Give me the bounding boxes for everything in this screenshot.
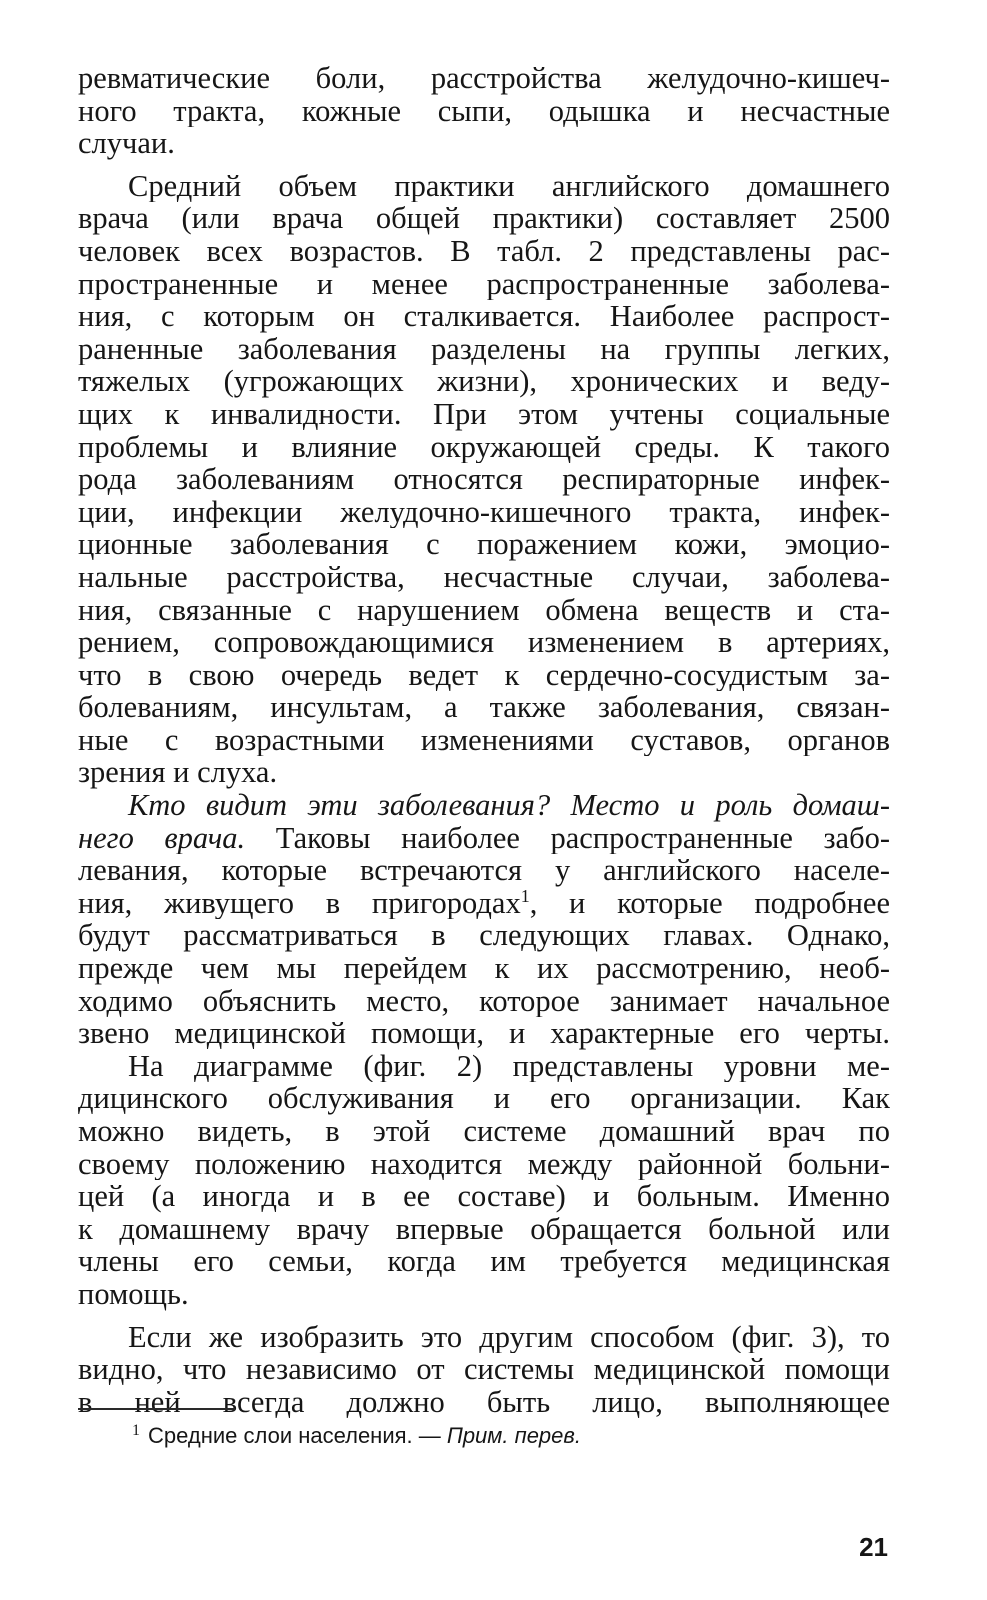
text-run: , и которые подробнее xyxy=(529,886,890,920)
text-line: На диаграмме (фиг. 2) представлены уровни ме- xyxy=(128,1049,890,1083)
text-line: члены его семьи, когда им требуется медицинская xyxy=(78,1245,890,1278)
footnote xyxy=(132,1422,581,1450)
text-line: пространенные и менее распространенные заболева- xyxy=(78,267,890,301)
section-heading-continuation: него врача. xyxy=(78,821,246,855)
text-line: ции, инфекции желудочно-кишечного тракта, инфек- xyxy=(78,495,890,529)
paragraph xyxy=(78,1321,890,1419)
paragraph xyxy=(78,789,890,1050)
text-line: можно видеть, в этой системе домашний врач по xyxy=(78,1115,890,1148)
text-run: ния, живущего в пригородах xyxy=(78,886,521,920)
text-line: Средний объем практики английского домашнего xyxy=(128,169,890,203)
text-line: звено медицинской помощи, и характерные его черты. xyxy=(78,1017,890,1050)
text-line: Если же изобразить это другим способом (фиг. 3), то xyxy=(128,1320,890,1354)
text-line: ния, связанные с нарушением обмена веществ и ста- xyxy=(78,593,890,627)
text-line: помощь. xyxy=(78,1277,189,1311)
text-line: раненные заболевания разделены на группы легких, xyxy=(78,332,890,366)
text-run: Таковы наиболее распространенные забо- xyxy=(245,821,890,855)
text-line: своему положению находится между районной больни- xyxy=(78,1147,890,1181)
footnote-reference: 1 xyxy=(520,886,530,906)
text-line: цей (а иногда и в ее составе) и больным. Именно xyxy=(78,1180,890,1213)
text-line: ные с возрастными изменениями суставов, органов xyxy=(78,723,890,757)
text-line: что в свою очередь ведет к сердечно-сосудистым за- xyxy=(78,658,890,692)
text-line: ревматические боли, расстройства желудочно-кишеч- xyxy=(78,62,890,95)
text-line: ционные заболевания с поражением кожи, эмоцио- xyxy=(78,528,890,561)
text-line: проблемы и влияние окружающей среды. К такого xyxy=(78,430,890,464)
text-line: случаи. xyxy=(78,127,175,160)
text-line: зрения и слуха. xyxy=(78,756,278,790)
text-line: будут рассматриваться в следующих главах. Однако, xyxy=(78,919,890,953)
footnote-mark: 1 xyxy=(132,1421,140,1439)
text-line xyxy=(78,822,890,855)
text-line: щих к инвалидности. При этом учтены социальные xyxy=(78,397,890,431)
text-line xyxy=(78,887,890,920)
text-line: болеваниям, инсультам, а также заболевания, связан- xyxy=(78,691,890,724)
section-heading: Кто видит эти заболевания? Место и роль домаш- xyxy=(128,789,890,822)
text-line: прежде чем мы перейдем к их рассмотрению, необ- xyxy=(78,952,890,985)
text-line: ного тракта, кожные сыпи, одышка и несчастные xyxy=(78,94,890,128)
text-line: в ней всегда должно быть лицо, выполняющее xyxy=(78,1385,890,1419)
paragraph xyxy=(78,170,890,789)
footnote-text: Средние слои населения. — xyxy=(148,1423,447,1448)
text-line: тяжелых (угрожающих жизни), хронических и веду- xyxy=(78,365,890,398)
text-line: левания, которые встречаются у английского населе- xyxy=(78,854,890,887)
page-number: 21 xyxy=(859,1532,888,1562)
text-line: дицинского обслуживания и его организации. Как xyxy=(78,1082,890,1115)
paragraph xyxy=(78,62,890,160)
text-line: к домашнему врачу впервые обращается больной или xyxy=(78,1212,890,1246)
text-line: врача (или врача общей практики) составляет 2500 xyxy=(78,202,890,235)
footnote-translator-note: Прим. перев. xyxy=(446,1423,582,1448)
text-line: ходимо объяснить место, которое занимает начальное xyxy=(78,984,890,1018)
paragraph xyxy=(78,1050,890,1311)
text-line: видно, что независимо от системы медицинской помощи xyxy=(78,1353,890,1386)
text-line: человек всех возрастов. В табл. 2 представлены рас- xyxy=(78,234,890,268)
text-line: рением, сопровождающимися изменением в артериях, xyxy=(78,626,890,659)
page-body xyxy=(78,62,890,1418)
footnote-divider xyxy=(78,1408,235,1410)
text-line: ния, с которым он сталкивается. Наиболее распрост- xyxy=(78,300,890,333)
text-line: рода заболеваниям относятся респираторные инфек- xyxy=(78,463,890,496)
text-line: нальные расстройства, несчастные случаи, заболева- xyxy=(78,560,890,594)
